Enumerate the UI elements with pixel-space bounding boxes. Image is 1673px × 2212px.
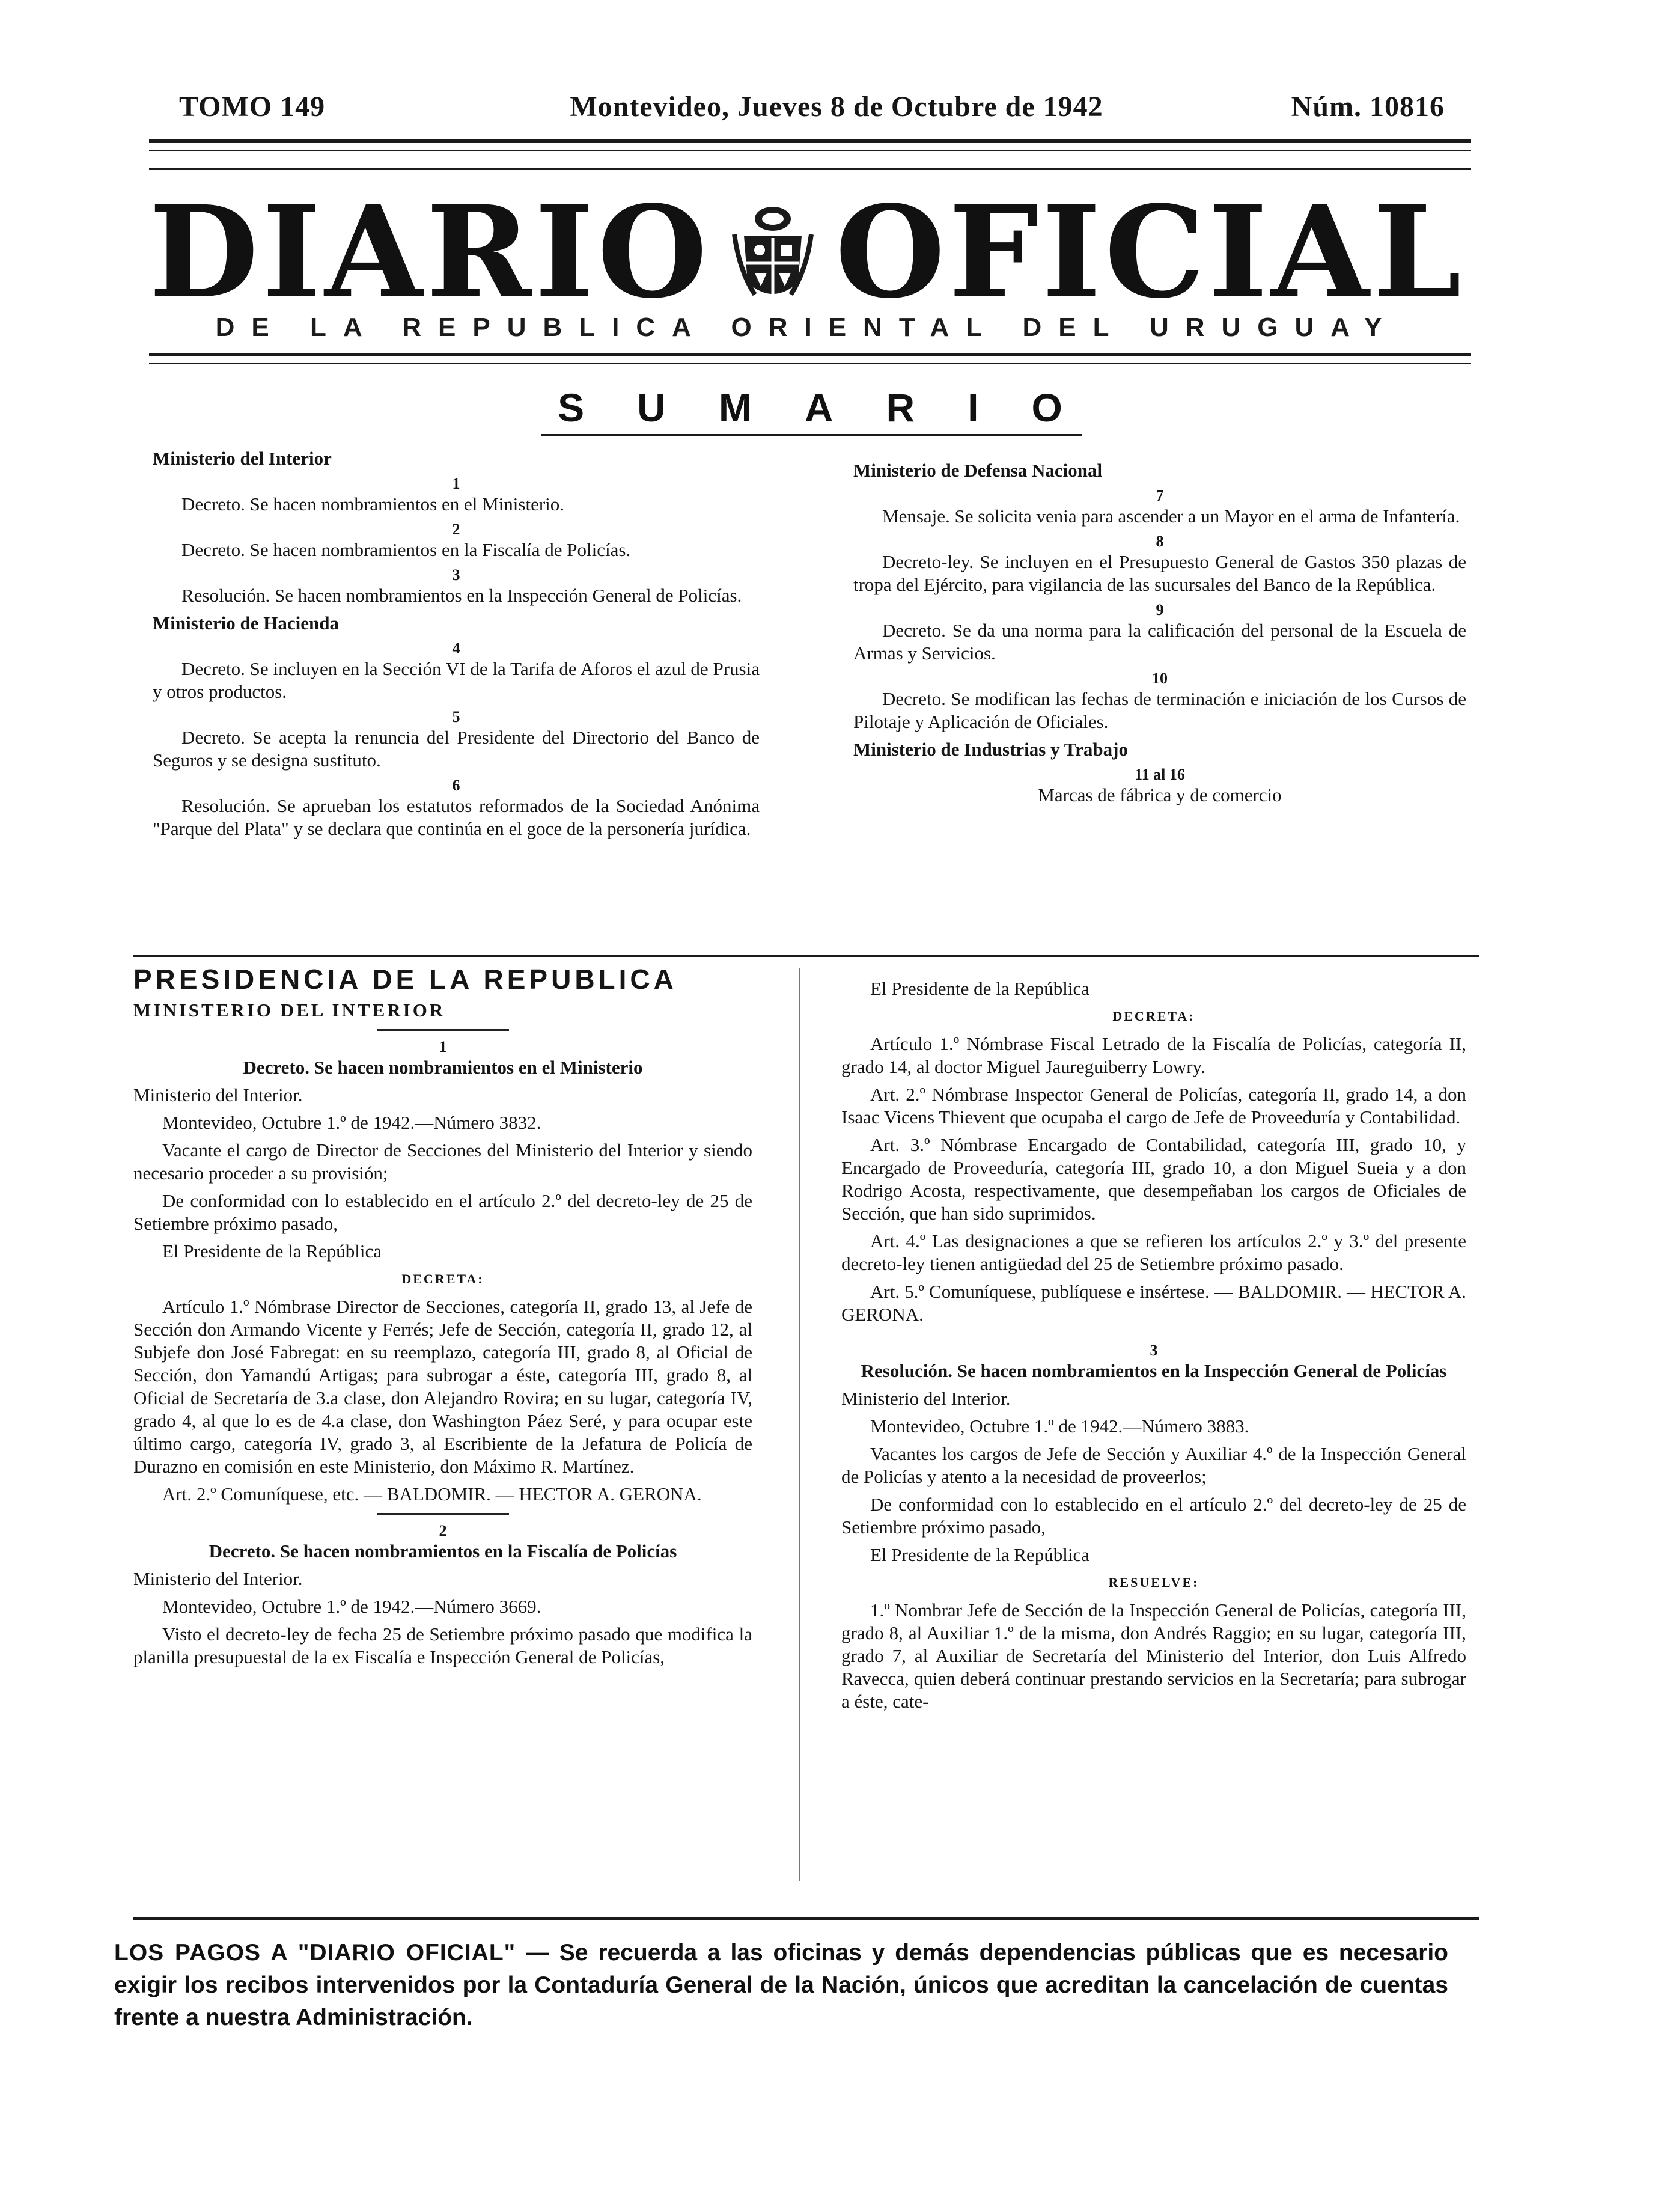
summary-item: Decreto. Se hacen nombramientos en la Fiscalía de Policías.: [181, 539, 631, 560]
summary-item: Resolución. Se aprueban los estatutos reformados de la Sociedad Anónima "Parque del Plata" y se declara que continúa en el goce de la personería jurídica.: [153, 795, 760, 839]
summary-ministry-defensa: Ministerio de Defensa Nacional: [853, 460, 1103, 481]
summary-title: SUMARIO: [558, 385, 1115, 430]
decree-paragraph: De conformidad con lo establecido en el artículo 2.º del decreto-ley de 25 de Setiembre próximo pasado,: [133, 1190, 752, 1234]
summary-item-number: 8: [1156, 533, 1164, 550]
summary-item-number: 3: [452, 566, 460, 584]
summary-item: Decreto. Se acepta la renuncia del Presidente del Directorio del Banco de Seguros y se designa sustituto.: [153, 727, 760, 771]
masthead-subtitle: DE LA REPUBLICA ORIENTAL DEL URUGUAY: [215, 313, 1399, 342]
summary-item: Decreto. Se incluyen en la Sección VI de la Tarifa de Aforos el azul de Prusia y otros productos.: [153, 658, 760, 702]
resolution-date: Montevideo, Octubre 1.º de 1942.—Número 3883.: [870, 1416, 1249, 1437]
decree-paragraph: El Presidente de la República: [870, 978, 1089, 999]
summary-item-number: 2: [452, 521, 460, 538]
masthead-title-left: DIARIO: [149, 178, 711, 326]
resolution-title: [841, 1360, 1466, 1382]
section-heading: PRESIDENCIA DE LA REPUBLICA: [133, 964, 677, 995]
decree-article: Art. 2.º Comuníquese, etc. — BALDOMIR. — HECTOR A. GERONA.: [162, 1483, 702, 1505]
summary-item-number: 11 al 16: [1135, 766, 1185, 783]
summary-left-column: [153, 445, 760, 845]
payment-notice: [114, 1937, 1448, 2034]
coat-of-arms-icon: [728, 195, 818, 310]
ministry-heading: MINISTERIO DEL INTERIOR: [133, 1000, 446, 1021]
summary-ministry-industrias: Ministerio de Industrias y Trabajo: [853, 739, 1128, 760]
item-number: 2: [439, 1522, 447, 1539]
volume-number: TOMO 149: [179, 91, 326, 123]
header-rule-top-thin-2: [149, 168, 1471, 170]
decree-article: Artículo 1.º Nómbrase Fiscal Letrado de la Fiscalía de Policías, categoría II, grado 14, al doctor Miguel Jaureguiberry Lowry.: [841, 1033, 1466, 1077]
masthead-title-right: OFICIAL: [835, 178, 1465, 326]
summary-ministry-interior: Ministerio del Interior: [153, 448, 332, 469]
decree-paragraph: Visto el decreto-ley de fecha 25 de Setiembre próximo pasado que modifica la planilla presupuestal de la ex Fiscalía e Inspección General de Policías,: [133, 1624, 752, 1667]
body-right-column: [841, 977, 1466, 1718]
item-number: 3: [1150, 1342, 1158, 1359]
decree-title-text: Decreto. Se hacen nombramientos en la Fiscalía de Policías: [209, 1541, 677, 1562]
decree-article: Art. 4.º Las designaciones a que se refieren los artículos 2.º y 3.º del presente decreto-ley tienen antigüedad del 25 de Setiembre próximo pasado.: [841, 1230, 1466, 1274]
decree-date: Montevideo, Octubre 1.º de 1942.—Número 3832.: [162, 1112, 541, 1133]
issue-number: Núm. 10816: [1291, 91, 1445, 123]
resuelve-label: RESUELVE:: [1108, 1575, 1199, 1590]
summary-item-number: 6: [452, 777, 460, 794]
resolution-ministry: Ministerio del Interior.: [841, 1388, 1011, 1409]
summary-item-number: 1: [452, 475, 460, 492]
body-left-column: [133, 964, 752, 1673]
summary-title-underline: [541, 434, 1082, 436]
decree-article: Art. 2.º Nómbrase Inspector General de Policías, categoría II, grado 14, a don Isaac Vicens Thievent que ocupaba el cargo de Jefe de Proveeduría y Contabilidad.: [841, 1084, 1466, 1128]
decree-paragraph: Vacante el cargo de Director de Secciones del Ministerio del Interior y siendo necesario proceder a su provisión;: [133, 1140, 752, 1184]
masthead: [149, 178, 1465, 326]
item-number: 1: [439, 1038, 447, 1056]
payment-notice-lead: LOS PAGOS A "DIARIO OFICIAL": [114, 1940, 516, 1966]
summary-item: Decreto-ley. Se incluyen en el Presupuesto General de Gastos 350 plazas de tropa del Ejército, para vigilancia de las sucursales del Banco de la República.: [853, 551, 1466, 595]
decreta-label: DECRETA:: [401, 1271, 484, 1286]
decree-ministry: Ministerio del Interior.: [133, 1084, 303, 1105]
masthead-rule-bottom-thin: [149, 363, 1471, 364]
summary-item: Resolución. Se hacen nombramientos en la Inspección General de Policías.: [181, 585, 742, 606]
summary-item-number: 5: [452, 708, 460, 726]
decree-article: Artículo 1.º Nómbrase Director de Secciones, categoría II, grado 13, al Jefe de Sección don Armando Vicente y Ferrés; Jefe de Sección, categoría II, grado 12, al Subjefe don José Fabregat: en su reemplazo, categoría III, grado 8, al Oficial de Sección, don Yamandú Artigas; para subrogar a éste, categoría III, grado 8, al Oficial de Secretaría de 3.a clase, don Alejandro Rovira; en su lugar, categoría IV, grado 4, al que lo es de 4.a clase, don Washington Páez Seré, y para ocupar este último cargo, categoría IV, grado 3, al Escribiente de la Jefatura de Policía de Durazno en comisión en este Ministerio, don Máximo R. Martínez.: [133, 1296, 752, 1477]
resolution-title-text: Resolución. Se hacen nombramientos en la Inspección General de Policías: [861, 1360, 1447, 1381]
decree-title: [133, 1540, 752, 1563]
summary-item: Mensaje. Se solicita venia para ascender a un Mayor en el arma de Infantería.: [882, 506, 1460, 527]
decree-title: [133, 1056, 752, 1079]
resolution-article: 1.º Nombrar Jefe de Sección de la Inspección General de Policías, categoría III, grado 8, al Auxiliar 1.º de la misma, don Andrés Raggio; en su lugar, categoría III, grado 7, al Auxiliar de Secretaría del Ministerio del Interior, don Luis Alfredo Ravecca, quien deberá continuar prestando servicios en la Secretaría; para subrogar a éste, cate-: [841, 1599, 1466, 1712]
decreta-label: DECRETA:: [1112, 1009, 1195, 1024]
summary-item: Marcas de fábrica y de comercio: [1038, 784, 1282, 805]
summary-item-number: 10: [1152, 670, 1168, 687]
summary-item-number: 7: [1156, 487, 1164, 504]
summary-item: Decreto. Se modifican las fechas de terminación e iniciación de los Cursos de Pilotaje y Aplicación de Oficiales.: [853, 688, 1466, 732]
decree-date: Montevideo, Octubre 1.º de 1942.—Número 3669.: [162, 1596, 541, 1617]
issue-date: Montevideo, Jueves 8 de Octubre de 1942: [570, 91, 1103, 123]
decree-ministry: Ministerio del Interior.: [133, 1568, 303, 1589]
decree-paragraph: El Presidente de la República: [162, 1241, 382, 1262]
summary-item: Decreto. Se hacen nombramientos en el Ministerio.: [181, 493, 565, 515]
summary-rule-bottom: [133, 955, 1479, 957]
resolution-paragraph: El Presidente de la República: [870, 1544, 1089, 1565]
payment-notice-text: — Se recuerda a las oficinas y demás dependencias públicas que es necesario exigir los recibos intervenidos por la Contaduría General de la Nación, únicos que acreditan la cancelación de cuentas frente a nuestra Administración.: [114, 1940, 1448, 2030]
decree-article: Art. 3.º Nómbrase Encargado de Contabilidad, categoría III, grado 10, y Encargado de Proveeduría, categoría III, grado 10, a don Miguel Sueia y a don Rodrigo Acosta, respectivamente, que desempeñaban los cargos de Oficiales de Sección, que han sido suprimidos.: [841, 1134, 1466, 1224]
header-rule-top-thin: [149, 150, 1471, 151]
masthead-rule-bottom: [149, 353, 1471, 356]
divider: [377, 1513, 509, 1515]
summary-ministry-hacienda: Ministerio de Hacienda: [153, 613, 339, 634]
resolution-paragraph: De conformidad con lo establecido en el artículo 2.º del decreto-ley de 25 de Setiembre próximo pasado,: [841, 1494, 1466, 1538]
header-rule-top: [149, 139, 1471, 143]
summary-right-column: [853, 457, 1466, 811]
footer-rule: [133, 1917, 1479, 1920]
resolution-paragraph: Vacantes los cargos de Jefe de Sección y Auxiliar 4.º de la Inspección General de Policías y atento a la necesidad de proveerlos;: [841, 1443, 1466, 1487]
column-divider: [799, 968, 800, 1881]
decree-article: Art. 5.º Comuníquese, publíquese e insértese. — BALDOMIR. — HECTOR A. GERONA.: [841, 1281, 1466, 1325]
divider: [377, 1029, 509, 1031]
summary-item-number: 9: [1156, 601, 1164, 619]
summary-item: Decreto. Se da una norma para la calificación del personal de la Escuela de Armas y Servicios.: [853, 620, 1466, 664]
decree-title-text: Decreto. Se hacen nombramientos en el Ministerio: [243, 1057, 643, 1078]
summary-item-number: 4: [452, 640, 460, 657]
